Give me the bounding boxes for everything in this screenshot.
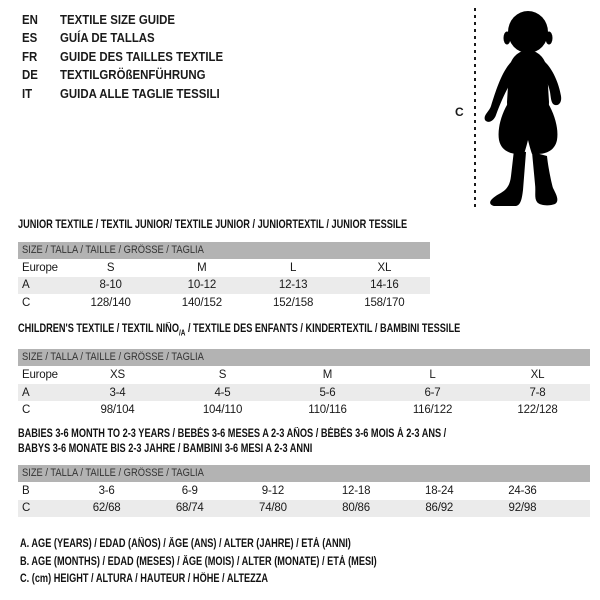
table-cell: 6-7: [424, 386, 441, 399]
table-cell: M: [322, 369, 333, 382]
row-label: C: [22, 502, 31, 515]
language-row: [22, 47, 245, 66]
size-table: [18, 427, 590, 517]
row-label: Europe: [22, 369, 58, 382]
table-cell: 62/68: [92, 502, 121, 515]
table-cell: 68/74: [175, 502, 204, 515]
size-header-bar: [18, 242, 430, 259]
table-cell: L: [290, 261, 297, 274]
language-code: IT: [22, 85, 33, 101]
table-cell: XL: [377, 261, 392, 274]
language-row: [22, 66, 245, 85]
table-cell: 122/128: [517, 404, 558, 417]
table-title-segment: /A: [178, 328, 186, 338]
table-cell: 14-16: [370, 279, 399, 292]
table-cell: 10-12: [187, 279, 217, 292]
table-row: [18, 277, 430, 295]
table-cell: 3-6: [98, 484, 115, 497]
guide-title: GUIDE DES TAILLES TEXTILE: [60, 48, 224, 64]
size-header-text: SIZE / TALLA / TAILLE / GRÖSSE / TAGLIA: [22, 244, 204, 256]
table-title-segment: CHILDREN'S TEXTILE / TEXTIL NIÑO: [18, 323, 179, 335]
table-cell: 104/110: [202, 404, 243, 417]
table-cell: M: [197, 261, 207, 274]
guide-title: GUÍA DE TALLAS: [60, 30, 155, 46]
table-title-segment: BABYS 3-6 MONATE BIS 2-3 JAHRE / BAMBINI 3-6 MESI A 2-3 ANNI: [18, 443, 313, 455]
table-cell: 9-12: [261, 484, 285, 497]
language-title-list: [22, 10, 245, 103]
table-cell: 116/122: [412, 404, 453, 417]
table-title: [18, 427, 476, 457]
table-cell: 8-10: [99, 279, 122, 292]
row-label: A: [22, 386, 30, 399]
table-cell: 5-6: [319, 386, 336, 399]
table-cell: 80/86: [342, 502, 370, 515]
language-row: [22, 84, 245, 103]
table-row: [18, 259, 430, 277]
size-header-bar: [18, 349, 590, 366]
table-row: [18, 500, 590, 518]
row-label: A: [22, 279, 30, 292]
legend-line: C. (cm) HEIGHT / ALTURA / HAUTEUR / HÖHE / ALTEZZA: [20, 573, 269, 585]
table-row: [18, 294, 430, 312]
row-label: Europe: [22, 261, 58, 274]
table-cell: L: [429, 369, 436, 382]
table-title-segment: BABIES 3-6 MONTH TO 2-3 YEARS / BEBÉS 3-6 MESES A 2-3 AÑOS / BÉBÉS 3-6 MOIS À 2-3 ANS /: [18, 428, 447, 440]
table-cell: XS: [110, 369, 125, 382]
table-cell: 110/116: [308, 404, 347, 417]
table-cell: 152/158: [273, 296, 314, 309]
table-cell: 4-5: [214, 386, 231, 399]
row-label: C: [22, 296, 31, 309]
size-table: [18, 218, 430, 312]
legend: [20, 536, 466, 589]
table-row: [18, 366, 590, 384]
table-title-segment: JUNIOR TEXTILE / TEXTIL JUNIOR/ TEXTILE JUNIOR / JUNIORTEXTIL / JUNIOR TESSILE: [18, 219, 408, 231]
table-cell: S: [106, 261, 115, 274]
table-cell: 12-13: [278, 279, 308, 292]
height-dashed-line: [474, 8, 476, 207]
table-title: [18, 218, 408, 233]
language-row: [22, 29, 245, 48]
table-title-segment: / TEXTILE DES ENFANTS / KINDERTEXTIL / BAMBINI TESSILE: [185, 323, 461, 335]
table-cell: S: [218, 369, 227, 382]
table-cell: 86/92: [425, 502, 454, 515]
height-measure-label: C: [455, 105, 464, 119]
size-header-bar: [18, 465, 590, 482]
table-cell: XL: [530, 369, 545, 382]
legend-line: B. AGE (MONTHS) / EDAD (MESES) / ÂGE (MOIS) / ALTER (MONATE) / ETÀ (MESI): [20, 555, 377, 568]
table-cell: 140/152: [181, 296, 222, 309]
table-cell: 6-9: [181, 484, 198, 497]
table-cell: 128/140: [90, 296, 131, 309]
table-row: [18, 384, 590, 402]
table-cell: 158/170: [364, 296, 405, 309]
size-table: [18, 322, 590, 419]
size-header-text: SIZE / TALLA / TAILLE / GRÖSSE / TAGLIA: [22, 467, 204, 479]
row-label: C: [22, 404, 31, 417]
language-row: [22, 10, 245, 29]
table-cell: 3-4: [109, 386, 126, 399]
guide-title: TEXTILGRÖßENFÜHRUNG: [60, 67, 206, 83]
size-header-text: SIZE / TALLA / TAILLE / GRÖSSE / TAGLIA: [22, 351, 204, 364]
table-row: [18, 482, 590, 500]
guide-title: GUIDA ALLE TAGLIE TESSILI: [60, 85, 220, 101]
table-title: [18, 322, 476, 340]
language-code: ES: [22, 30, 38, 46]
table-cell: 74/80: [259, 502, 287, 515]
table-cell: 12-18: [341, 484, 371, 497]
row-label: B: [22, 484, 30, 497]
table-row: [18, 401, 590, 419]
table-cell: 7-8: [529, 386, 546, 399]
table-cell: 24-36: [508, 484, 537, 497]
table-cell: 18-24: [425, 484, 454, 497]
language-code: EN: [22, 11, 38, 27]
language-code: FR: [22, 48, 38, 64]
guide-title: TEXTILE SIZE GUIDE: [60, 11, 176, 27]
legend-line: A. AGE (YEARS) / EDAD (AÑOS) / ÂGE (ANS) / ALTER (JAHRE) / ETÀ (ANNI): [20, 538, 351, 550]
table-cell: 92/98: [508, 502, 537, 515]
table-cell: 98/104: [100, 404, 135, 417]
baby-silhouette-icon: [482, 10, 570, 207]
language-code: DE: [22, 67, 38, 83]
